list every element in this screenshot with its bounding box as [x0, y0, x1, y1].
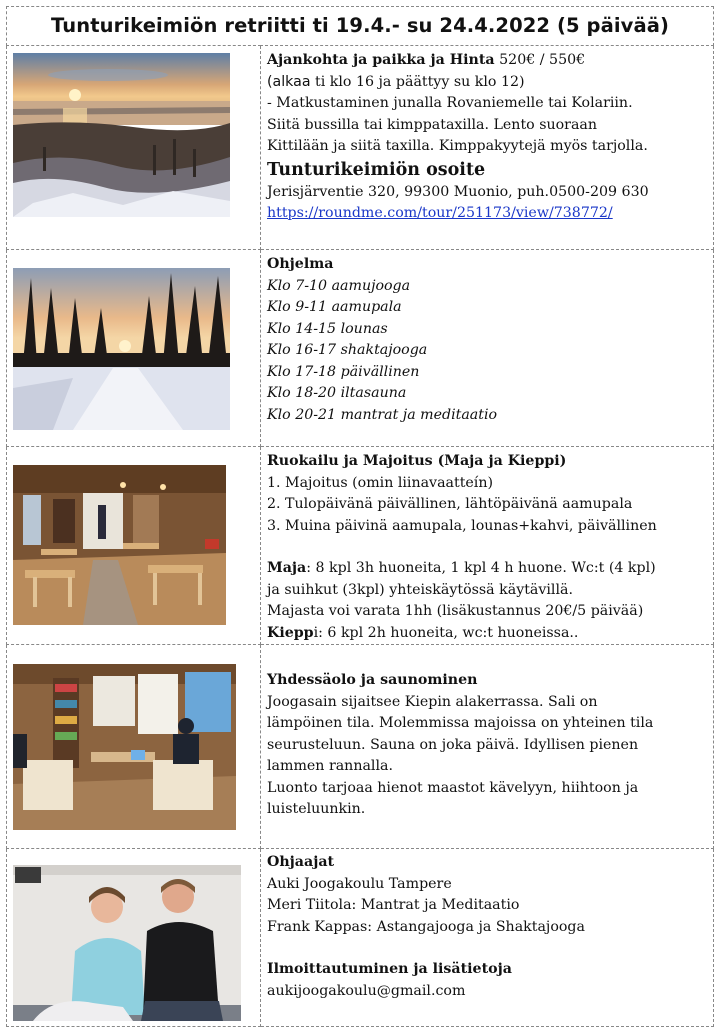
kieppi-label: Kiepp — [267, 624, 314, 641]
title-cell — [7, 7, 714, 46]
retreat-table — [6, 6, 714, 1027]
sunset-lake-photo — [13, 53, 230, 217]
travel-line-2: Siitä bussilla tai kimppataxilla. Lento suoraan — [267, 116, 597, 133]
meals-item: 1. Majoitus (omin liinavaatteín) — [267, 474, 494, 491]
photo-cell-forest — [7, 250, 261, 447]
dining-room-photo — [13, 465, 226, 625]
maja-text: : 8 kpl 3h huoneita, 1 kpl 4 h huone. Wc:t (4 kpl) — [306, 560, 656, 576]
contact-email[interactable]: aukijoogakoulu@gmail.com — [267, 982, 466, 999]
section-heading-schedule-place: Ajankohta ja paikka ja Hinta — [267, 52, 495, 68]
together-line: Luonto tarjoaa hienot maastot kävelyyn, hiihtoon ja — [267, 779, 639, 796]
section-heading-meals: Ruokailu ja Majoitus (Maja ja Kieppi) — [267, 453, 567, 469]
program-item: Klo 18-20 iltasauna — [267, 385, 407, 401]
program-item: Klo 9-11 aamupala — [267, 299, 402, 315]
instructor-line: Frank Kappas: Astangajooga ja Shaktajooga — [267, 918, 585, 935]
meals-item: 2. Tulopäivänä päivällinen, lähtöpäivänä aamupala — [267, 496, 633, 512]
section-heading-together: Yhdessäolo ja saunominen — [267, 672, 478, 688]
starts-text: ti klo 16 ja päättyy su klo 12) — [310, 73, 525, 90]
section-heading-contact: Ilmoittautuminen ja lisätietoja — [267, 961, 512, 977]
travel-line-3: Kittilään ja siitä taxilla. Kimppakyytejä myös tarjolla. — [267, 138, 648, 154]
photo-cell-sunset — [7, 46, 261, 250]
page-title: Tunturikeimiön retriitti ti 19.4.- su 24.4.2022 (5 päivää) — [51, 14, 669, 37]
lounge-photo — [13, 664, 236, 830]
document-sheet — [6, 6, 713, 1016]
maja-line-2: ja suihkut (3kpl) yhteiskäytössä käytävillä. — [267, 581, 573, 598]
program-item: Klo 7-10 aamujooga — [267, 277, 411, 294]
starts-word: (alkaa — [267, 73, 311, 90]
photo-cell-dining — [7, 447, 261, 645]
meals-accommodation-cell — [261, 447, 714, 645]
instructor-line: Meri Tiitola: Mantrat ja Meditaatio — [267, 897, 520, 913]
program-cell — [261, 250, 714, 447]
instructors-cell — [261, 849, 714, 1027]
program-item: Klo 20-21 mantrat ja meditaatio — [267, 406, 498, 423]
together-line: lammen rannalla. — [267, 758, 393, 774]
photo-cell-instructors — [7, 849, 261, 1027]
maja-label: Maja — [267, 560, 307, 576]
together-line: Joogasain sijaitsee Kiepin alakerrassa. Sali on — [267, 693, 598, 710]
together-line: seurusteluun. Sauna on joka päivä. Idyllisen pienen — [267, 736, 639, 753]
address-text: Jerisjärventie 320, 99300 Muonio, puh.0500-209 630 — [267, 183, 649, 200]
photo-cell-lounge — [7, 645, 261, 849]
section-heading-instructors: Ohjaajat — [267, 854, 335, 870]
instructors-photo — [13, 865, 241, 1021]
address-heading: Tunturikeimiön osoite — [267, 159, 486, 180]
program-item: Klo 14-15 lounas — [267, 320, 388, 337]
price-text: 520€ / 550€ — [494, 52, 586, 68]
maja-line-3: Majasta voi varata 1hh (lisäkustannus 20€/5 päivää) — [267, 603, 644, 619]
kieppi-text: i: 6 kpl 2h huoneita, wc:t huoneissa.. — [313, 624, 579, 641]
together-line: lämpöinen tila. Molemmissa majoissa on yhteinen tila — [267, 715, 654, 731]
winter-forest-photo — [13, 268, 230, 430]
together-line: luisteluunkin. — [267, 801, 366, 817]
info-cell — [261, 46, 714, 250]
instructor-line: Auki Joogakoulu Tampere — [267, 875, 452, 892]
section-heading-program: Ohjelma — [267, 256, 334, 272]
meals-item: 3. Muina päivinä aamupala, lounas+kahvi, päivällinen — [267, 517, 657, 534]
program-item: Klo 16-17 shaktajooga — [267, 342, 428, 358]
virtual-tour-link[interactable]: https://roundme.com/tour/251173/view/738772/ — [267, 205, 613, 221]
travel-line-1: - Matkustaminen junalla Rovaniemelle tai Kolariin. — [267, 95, 633, 111]
together-sauna-cell — [261, 645, 714, 849]
program-item: Klo 17-18 päivällinen — [267, 363, 420, 380]
